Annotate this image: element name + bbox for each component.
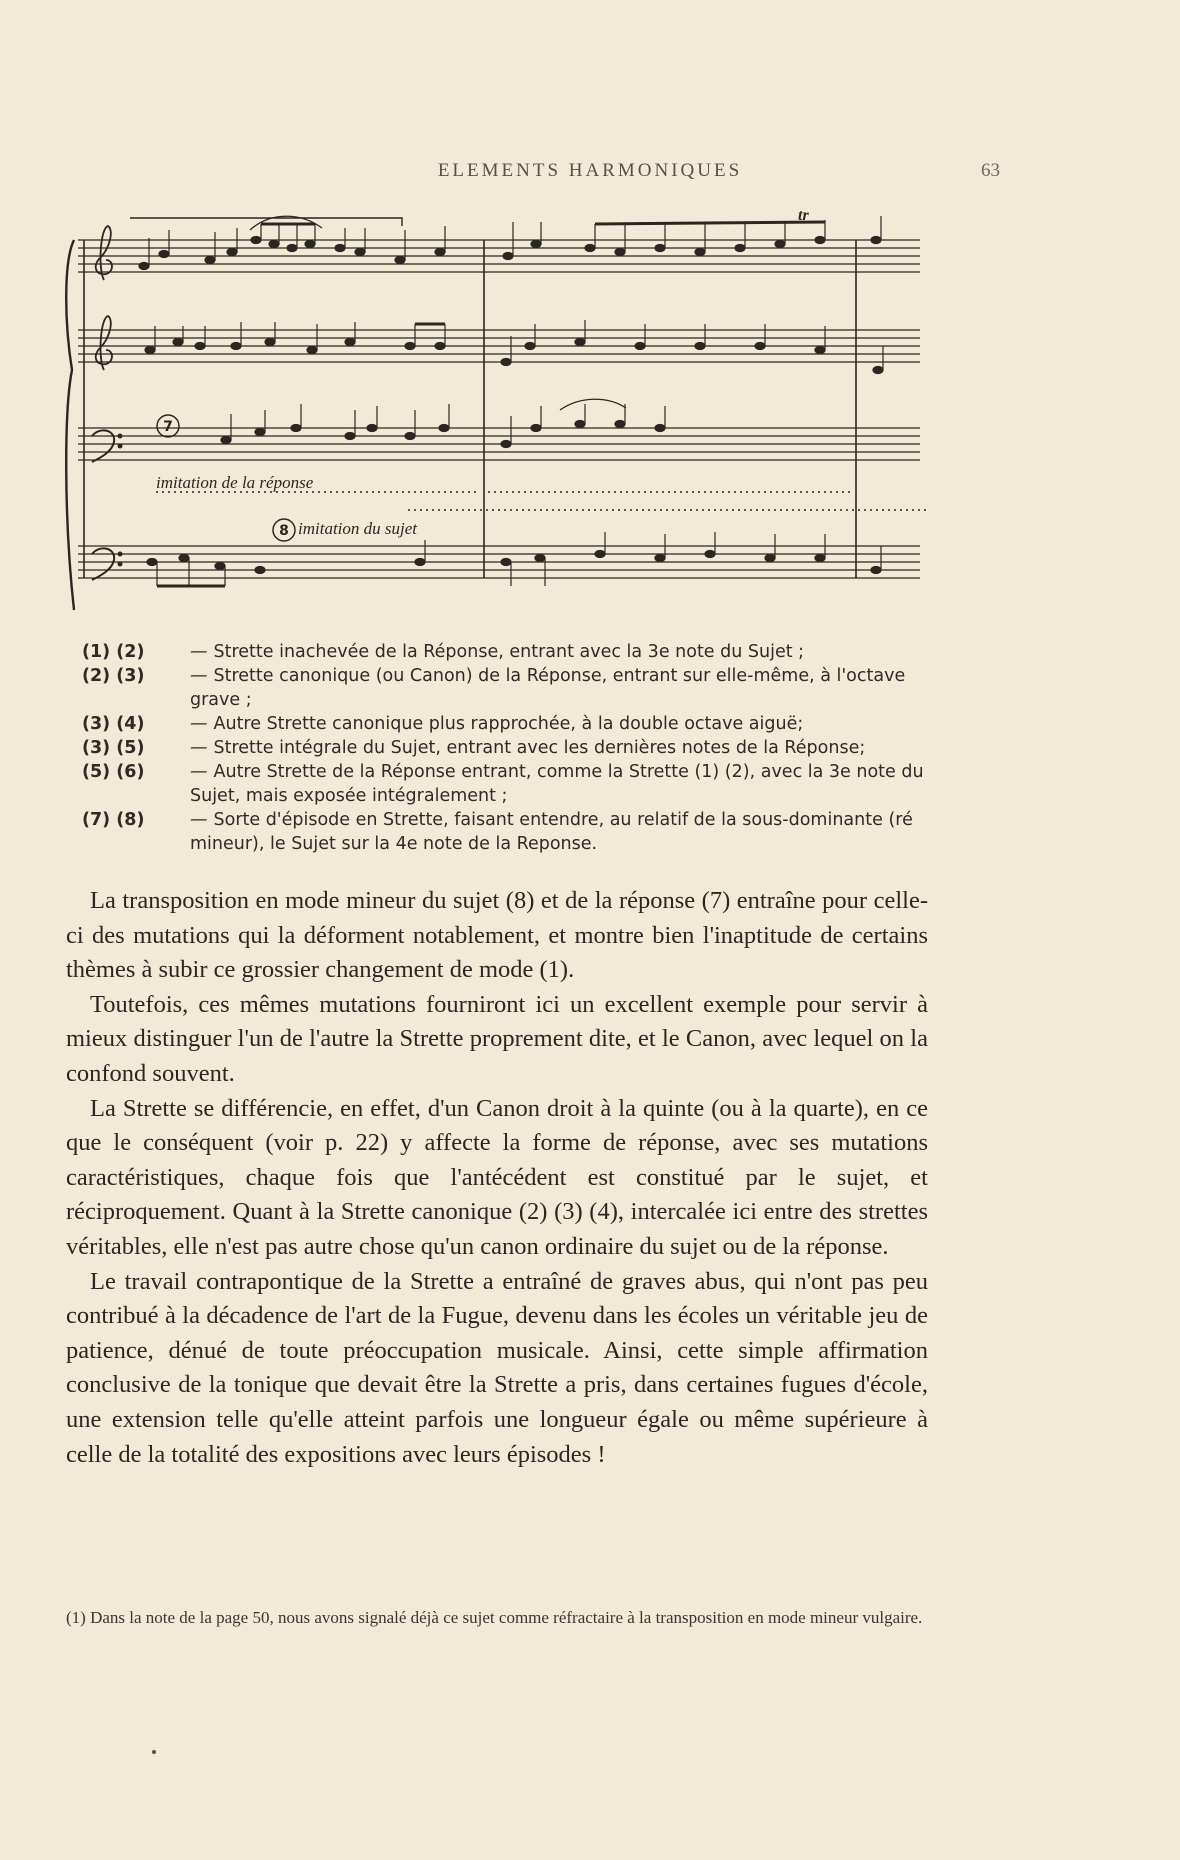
staff-3: [78, 428, 920, 460]
legend-ref: (3) (5): [82, 738, 145, 758]
annotation-imitation-reponse: imitation de la réponse: [156, 473, 314, 492]
legend-text: Strette intégrale du Sujet, entrant avec les dernières notes de la Réponse;: [213, 738, 866, 758]
staff-1: [78, 240, 920, 272]
circled-number-7: [157, 415, 179, 437]
legend-ref: (5) (6): [82, 762, 145, 782]
trill-mark: tr: [798, 207, 809, 224]
legend-item: (5) (6) — Autre Strette de la Réponse entrant, comme la Strette (1) (2), avec la 3e note du Sujet, mais exposée intégralement ;: [82, 762, 924, 806]
running-title: ELEMENTS HARMONIQUES: [437, 160, 743, 181]
annotation-imitation-sujet: imitation du sujet: [298, 519, 417, 538]
legend-ref: (7) (8): [82, 810, 145, 830]
legend-text: Sorte d'épisode en Strette, faisant entendre, au relatif de la sous-dominante (ré mineur), le Sujet sur la 4e note de la Reponse.: [190, 810, 913, 854]
music-score: [60, 200, 940, 620]
footnote: (1) Dans la note de la page 50, nous avons signalé déjà ce sujet comme réfractaire à la transposition en mode mineur vulgaire.: [66, 1608, 923, 1627]
annotation-dotted-lines: [156, 492, 928, 510]
legend-ref: (3) (4): [82, 714, 145, 734]
legend-text: Strette canonique (ou Canon) de la Réponse, entrant sur elle-même, à l'octave grave ;: [190, 666, 906, 710]
body-text: [66, 884, 928, 1472]
legend-ref: (1) (2): [82, 642, 145, 662]
legend-ref: (2) (3): [82, 666, 145, 686]
legend-text: Autre Strette de la Réponse entrant, comme la Strette (1) (2), avec la 3e note du Sujet, mais exposée intégralement ;: [190, 762, 924, 806]
legend-item: (3) (4) — Autre Strette canonique plus rapprochée, à la double octave aiguë;: [82, 714, 804, 734]
bass-clef-4: [92, 548, 122, 580]
legend-item: (1) (2) — Strette inachevée de la Réponse, entrant avec la 3e note du Sujet ;: [82, 642, 805, 662]
system-brace: [66, 240, 74, 610]
notes-staff-3: [221, 404, 665, 448]
legend-text: Strette inachevée de la Réponse, entrant avec la 3e note du Sujet ;: [213, 642, 805, 662]
paragraph: La transposition en mode mineur du sujet (8) et de la réponse (7) entraîne pour celle-ci des mutations qui la déforment notablement, et montre bien l'inaptitude de certains thèmes à subir ce grossier changement de mode (1).: [66, 887, 928, 984]
legend-text: Autre Strette canonique plus rapprochée, à la double octave aiguë;: [213, 714, 804, 734]
circled-number-8: [273, 519, 295, 541]
legend-item: (2) (3) — Strette canonique (ou Canon) de la Réponse, entrant sur elle-même, à l'octave grave ;: [82, 666, 906, 710]
paragraph: La Strette se différencie, en effet, d'un Canon droit à la quinte (ou à la quarte), en ce que le conséquent (voir p. 22) y affecte la forme de réponse, avec ses mutations caractéristiques, chaque fois que l'antécédent est constitué par le sujet, et réciproquement. Quant à la Strette canonique (2) (3) (4), intercalée ici entre des strettes véritables, elle n'est pas autre chose qu'un canon ordinaire du sujet ou de la réponse.: [66, 1094, 928, 1260]
circled-number-7-label: 7: [163, 419, 173, 435]
legend-item: (7) (8) — Sorte d'épisode en Strette, faisant entendre, au relatif de la sous-dominante (ré mineur), le Sujet sur la 4e note de la Reponse.: [82, 810, 913, 854]
ink-speck: [152, 1750, 156, 1754]
slur-2: [560, 399, 626, 410]
notes-staff-2: [145, 320, 883, 374]
page-number: 63: [981, 160, 1000, 181]
barlines: [84, 240, 856, 578]
staff-4: [78, 546, 920, 578]
notes-staff-1: [139, 216, 881, 270]
running-head: [60, 160, 1120, 190]
score-svg: [60, 200, 940, 620]
legend-item: (3) (5) — Strette intégrale du Sujet, entrant avec les dernières notes de la Réponse;: [82, 738, 866, 758]
paragraph: Toutefois, ces mêmes mutations fourniront ici un excellent exemple pour servir à mieux distinguer l'un de l'autre la Strette proprement dite, et le Canon, avec lequel on la confond souvent.: [66, 990, 928, 1087]
circled-number-8-label: 8: [279, 523, 289, 539]
bass-clef-3: [92, 430, 122, 462]
legend-list: [82, 640, 932, 856]
paragraph: Le travail contrapontique de la Strette a entraîné de graves abus, qui n'ont pas peu contribué à la décadence de l'art de la Fugue, devenu dans les écoles un véritable jeu de patience, dénué de toute préoccupation musicale. Ainsi, cette simple affirmation conclusive de la tonique que devait être la Strette a pris, dans certaines fugues d'école, une extension telle qu'elle atteint parfois une longueur égale ou même supérieure à celle de la totalité des expositions avec leurs épisodes !: [66, 1267, 928, 1468]
